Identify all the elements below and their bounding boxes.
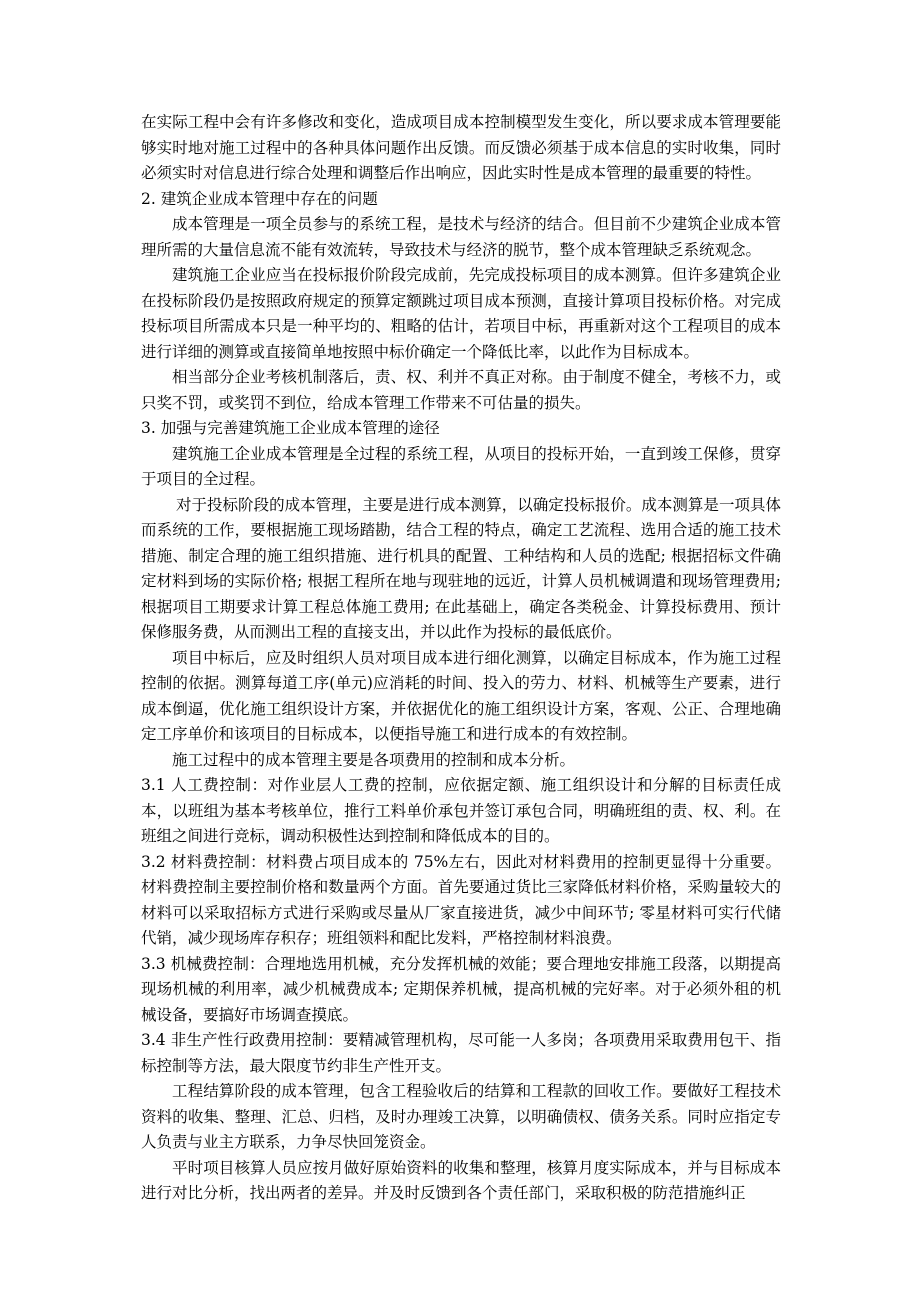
paragraph-whole-process: 建筑施工企业成本管理是全过程的系统工程，从项目的投标开始，一直到竣工保修，贯穿于项目的全过程。 [141, 444, 781, 488]
paragraph-admin-cost-control: 3.4 非生产性行政费用控制：要精减管理机构，尽可能一人多岗；各项费用采取费用包干、指标控制等方法，最大限度节约非生产性开支。 [141, 1031, 781, 1075]
paragraph-settlement-stage: 工程结算阶段的成本管理，包含工程验收后的结算和工程款的回收工作。要做好工程技术资料的收集、整理、汇总、归档，及时办理竣工决算，以明确债权、债务关系。同时应指定专人负责与业主方联系，力争尽快回笼资金。 [141, 1082, 781, 1151]
document-page [141, 110, 781, 1207]
paragraph-labor-cost-control: 3.1 人工费控制：对作业层人工费的控制，应依据定额、施工组织设计和分解的目标责任成本，以班组为基本考核单位，推行工料单价承包并签订承包合同，明确班组的责、权、利。在班组之间进行竞标，调动积极性达到控制和降低成本的目的。 [141, 776, 781, 845]
paragraph-assessment-mechanism: 相当部分企业考核机制落后，责、权、利并不真正对称。由于制度不健全，考核不力，或只奖不罚，或奖罚不到位，给成本管理工作带来不可估量的损失。 [141, 368, 781, 412]
section-heading-2: 2. 建筑企业成本管理中存在的问题 [141, 189, 378, 208]
paragraph-system-engineering: 成本管理是一项全员参与的系统工程，是技术与经济的结合。但目前不少建筑企业成本管理所需的大量信息流不能有效流转，导致技术与经济的脱节，整个成本管理缺乏系统观念。 [141, 215, 781, 259]
paragraph-monthly-accounting: 平时项目核算人员应按月做好原始资料的收集和整理，核算月度实际成本，并与目标成本进行对比分析，找出两者的差异。并及时反馈到各个责任部门，采取积极的防范措施纠正 [141, 1158, 781, 1202]
paragraph-material-cost-control: 3.2 材料费控制：材料费占项目成本的 75%左右，因此对材料费用的控制更显得十分重要。材料费控制主要控制价格和数量两个方面。首先要通过货比三家降低材料价格，采购量较大的材料可以采取招标方式进行采购或尽量从厂家直接进货，减少中间环节; 零星材料可实行代储代销，减少现场库存积存；班组领料和配比发料，严格控制材料浪费。 [141, 852, 781, 947]
paragraph-bid-cost-estimation: 建筑施工企业应当在投标报价阶段完成前，先完成投标项目的成本测算。但许多建筑企业在投标阶段仍是按照政府规定的预算定额跳过项目成本预测，直接计算项目投标价格。对完成投标项目所需成本只是一种平均的、粗略的估计，若项目中标，再重新对这个工程项目的成本进行详细的测算或直接简单地按照中标价确定一个降低比率，以此作为目标成本。 [141, 266, 781, 361]
paragraph-realtime-feedback: 在实际工程中会有许多修改和变化，造成项目成本控制模型发生变化，所以要求成本管理要能够实时地对施工过程中的各种具体问题作出反馈。而反馈必须基于成本信息的实时收集，同时必须实时对信息进行综合处理和调整后作出响应，因此实时性是成本管理的最重要的特性。 [141, 113, 781, 182]
section-heading-3: 3. 加强与完善建筑施工企业成本管理的途径 [141, 419, 440, 437]
paragraph-after-winning-bid: 项目中标后，应及时组织人员对项目成本进行细化测算，以确定目标成本，作为施工过程控制的依据。测算每道工序(单元)应消耗的时间、投入的劳力、材料、机械等生产要素，进行成本倒逼，优化施工组织设计方案，并依据优化的施工组织设计方案，客观、公正、合理地确定工序单价和该项目的目标成本，以便指导施工和进行成本的有效控制。 [141, 648, 781, 743]
paragraph-construction-process: 施工过程中的成本管理主要是各项费用的控制和成本分析。 [172, 750, 576, 769]
paragraph-bidding-stage: 对于投标阶段的成本管理，主要是进行成本测算，以确定投标报价。成本测算是一项具体而系统的工作，要根据施工现场踏勘，结合工程的特点，确定工艺流程、选用合适的施工技术措施、制定合理的施工组织措施、进行机具的配置、工种结构和人员的选配; 根据招标文件确定材料到场的实际价格; 根据工程所在地与现驻地的远近，计算人员机械调遣和现场管理费用; 根据项目工期要求计算工程总体施工费用; 在此基础上，确定各类税金、计算投标费用、预计保修服务费，从而测出工程的直接支出，并以此作为投标的最低底价。 [141, 495, 781, 641]
paragraph-machinery-cost-control: 3.3 机械费控制：合理地选用机械，充分发挥机械的效能；要合理地安排施工段落，以期提高现场机械的利用率，减少机械费成本; 定期保养机械，提高机械的完好率。对于必须外租的机械设备，要搞好市场调查摸底。 [141, 954, 781, 1024]
